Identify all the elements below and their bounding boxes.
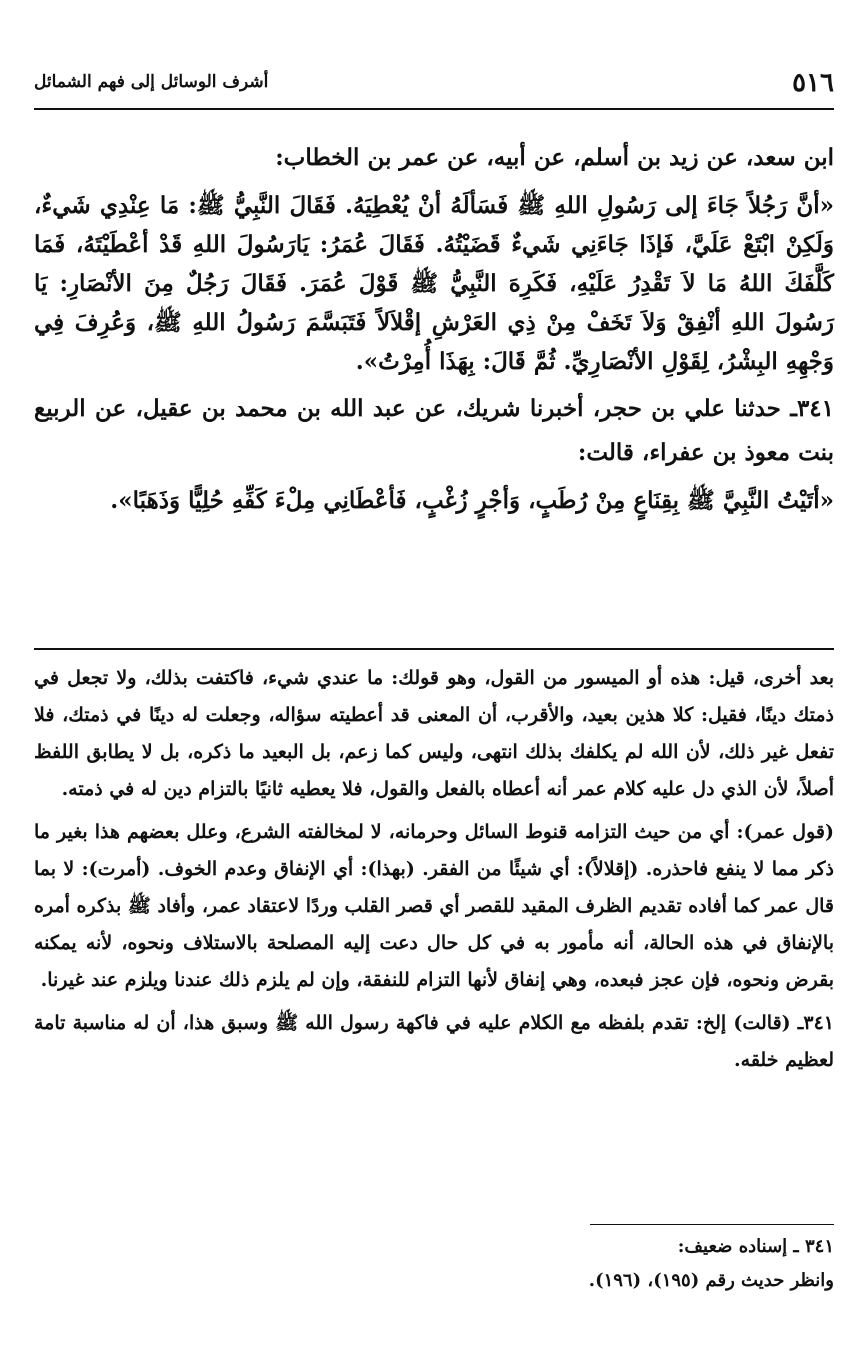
footnote [34, 1230, 834, 1298]
isnad-line: ابن سعد، عن زيد بن أسلم، عن أبيه، عن عمر بن الخطاب: [275, 144, 834, 171]
page-header [34, 68, 834, 102]
page-number: ٥١٦ [792, 68, 834, 98]
hadith-341-text: «أتَيْتُ النَّبِيَّ ﷺ بِقِنَاعٍ مِنْ رُطَبٍ، وَأجْرٍ زُغْبٍ، فَأعْطَانِي مِلْءَ كَفِّهِ حُلِيًّا وَذَهَبًا». [110, 487, 834, 514]
hadith-341-isnad: ٣٤١ـ حدثنا علي بن حجر، أخبرنا شريك، عن عبد الله بن محمد بن عقيل، عن الربيع بنت معوذ بن عفراء، قالت: [34, 395, 834, 466]
commentary-paragraph-1: بعد أخرى، قيل: هذه أو الميسور من القول، وهو قولك: ما عندي شيء، فاكتفت بذلك، ولا تجعل في ذمتك دينًا، فقيل: كلا هذين بعيد، والأقرب، أن المعنى قد أعطيته سؤاله، وجعلت له دينًا في ذمتك، فلا تفعل غير ذلك، لأن الله لم يكلفك بذلك انتهى، وليس كما زعم، بل البعيد ما ذكره، بل لا يطابق اللفظ أصلاً، لأن الذي دل عليه كلام عمر أنه أعطاه بالفعل والقول، فلا يعطيه ثانيًا بالتزام دين له في ذمته. [34, 667, 834, 800]
hadith-text: «أنَّ رَجُلاً جَاءَ إلى رَسُولِ اللهِ ﷺ فَسَألَهُ أنْ يُعْطِيَهُ. فَقَالَ النَّبِيُّ ﷺ: مَا عِنْدِي شَيءٌ، وَلَكِنْ ابْتَعْ عَلَيَّ، فَإذَا جَاءَنِي شَيءٌ قَضَيْتُهُ. فَقَالَ عُمَرُ: يَارَسُولَ اللهِ قَدْ أعْطَيْتَهُ، فَمَا كَلَّفَكَ اللهُ مَا لاَ تَقْدِرُ عَلَيْهِ، فَكَرِهَ النَّبِيُّ ﷺ قَوْلَ عُمَرَ. فَقَالَ رَجُلٌ مِنَ الأنْصَارِ: يَا رَسُولَ اللهِ أنْفِقْ وَلاَ تَخَفْ مِنْ ذِي العَرْشِ إقْلاَلاً فَتَبَسَّمَ رَسُولُ اللهِ ﷺ، وَعُرِفَ فِي وَجْهِهِ البِشْرُ، لِقَوْلِ الأنْصَارِيِّ. ثُمَّ قَالَ: بِهَذَا أُمِرْتُ». [34, 192, 834, 375]
main-text [34, 136, 834, 526]
running-title: أشرف الوسائل إلى فهم الشمائل [34, 72, 269, 92]
footnote-rule [590, 1224, 834, 1225]
commentary-paragraph-3: ٣٤١ـ (قالت) إلخ: تقدم بلفظه مع الكلام عليه في فاكهة رسول الله ﷺ وسبق هذا، أن له مناسبة تامة لعظيم خلقه. [34, 1012, 834, 1071]
commentary-paragraph-2: (قول عمر): أي من حيث التزامه قنوط السائل وحرمانه، لا لمخالفته الشرع، وعلل بعضهم هذا بغير ما ذكر مما لا ينفع فاحذره. (إقلالاً): أي شيئًا من الفقر. (بهذا): أي الإنفاق وعدم الخوف. (أمرت): لا بما قال عمر كما أفاده تقديم الظرف المقيد للقصر أي قصر القلب وردًا لاعتقاد عمر، وأفاد ﷺ بذكره أمره بالإنفاق في هذه الحالة، أنه مأمور به في كل حال دعت إليه المصلحة بالاستلاف ونحوه، لأنه يمكنه بقرض ونحوه، فإن عجز فبعده، وهي إنفاق لأنها التزام للنفقة، وإن لم يلزم ذلك عندنا ويلزم عند غيرنا. [34, 821, 834, 991]
header-rule [34, 108, 834, 110]
footnote-reference: وانظر حديث رقم (١٩٥)، (١٩٦). [588, 1270, 834, 1291]
commentary-rule [34, 648, 834, 650]
footnote-grade: ٣٤١ ـ إسناده ضعيف: [677, 1236, 834, 1257]
commentary [34, 660, 834, 1085]
